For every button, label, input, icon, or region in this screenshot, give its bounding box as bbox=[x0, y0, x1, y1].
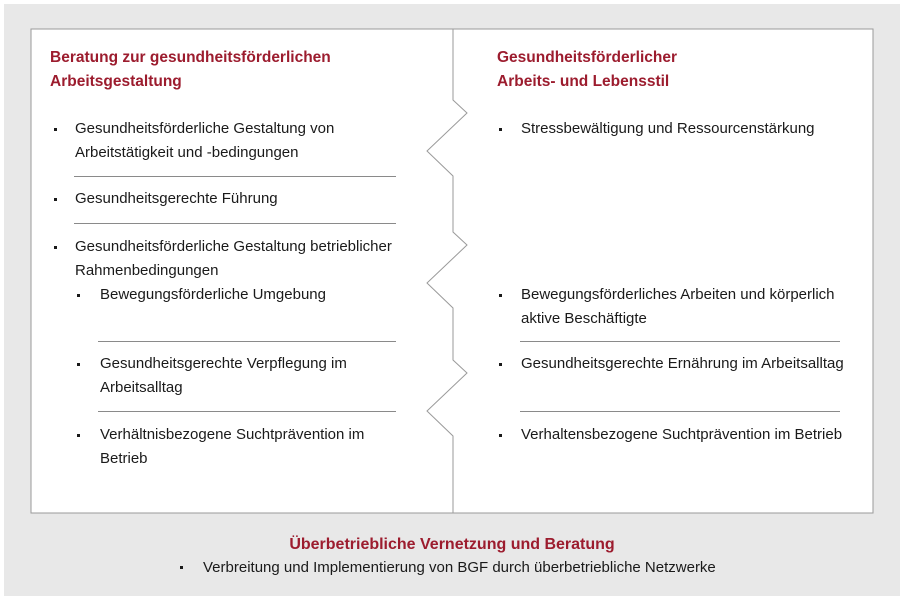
right-heading-line1: Gesundheitsförderlicher bbox=[497, 49, 678, 66]
footer-item: Verbreitung und Implementierung von BGF durch überbetriebliche Netzwerke bbox=[203, 559, 716, 576]
right-item-line1: Gesundheitsgerechte Ernährung im Arbeitsalltag bbox=[521, 355, 844, 372]
footer-title: Überbetriebliche Vernetzung und Beratung bbox=[289, 536, 615, 553]
separator-rule bbox=[520, 411, 840, 412]
right-item-stress bbox=[521, 117, 815, 141]
left-item-fuehrung bbox=[75, 187, 278, 211]
left-subitem-line1: Gesundheitsgerechte Verpflegung im bbox=[100, 355, 347, 372]
left-subitem-verpflegung bbox=[100, 352, 347, 400]
bullet-icon bbox=[54, 128, 57, 131]
right-item-line1: Verhaltensbezogene Suchtprävention im Betrieb bbox=[521, 426, 843, 443]
left-subitem-line1: Bewegungsförderliche Umgebung bbox=[100, 286, 326, 303]
right-item-bewegung bbox=[521, 283, 835, 331]
bullet-icon bbox=[180, 566, 183, 569]
left-subitem-line2: Arbeitsalltag bbox=[100, 379, 183, 396]
separator-rule bbox=[74, 223, 396, 224]
right-item-line1: Stressbewältigung und Ressourcenstärkung bbox=[521, 120, 815, 137]
right-item-ernaehrung bbox=[521, 352, 844, 376]
left-item-arbeitstaetigkeit bbox=[75, 117, 334, 165]
bullet-icon bbox=[499, 128, 502, 131]
right-item-line1: Bewegungsförderliches Arbeiten und körperlich bbox=[521, 286, 835, 303]
separator-rule bbox=[98, 341, 396, 342]
right-item-line2: aktive Beschäftigte bbox=[521, 310, 647, 327]
bullet-icon bbox=[77, 363, 80, 366]
bullet-icon bbox=[54, 198, 57, 201]
separator-rule bbox=[98, 411, 396, 412]
right-heading bbox=[497, 46, 677, 94]
left-subitem-line1: Verhältnisbezogene Suchtprävention im bbox=[100, 426, 365, 443]
bullet-icon bbox=[54, 246, 57, 249]
left-item-rahmenbedingungen bbox=[75, 235, 392, 283]
left-heading-line1: Beratung zur gesundheitsförderlichen bbox=[50, 49, 331, 66]
bullet-icon bbox=[77, 294, 80, 297]
left-item-line1: Gesundheitsgerechte Führung bbox=[75, 190, 278, 207]
bullet-icon bbox=[77, 434, 80, 437]
left-item-line2: Rahmenbedingungen bbox=[75, 262, 219, 279]
right-item-sucht bbox=[521, 423, 842, 447]
bullet-icon bbox=[499, 434, 502, 437]
left-subitem-suchtpraevention bbox=[100, 423, 364, 471]
bullet-icon bbox=[499, 363, 502, 366]
left-heading bbox=[50, 46, 331, 94]
separator-rule bbox=[520, 341, 840, 342]
left-subitem-line2: Betrieb bbox=[100, 450, 148, 467]
separator-rule bbox=[74, 176, 396, 177]
left-heading-line2: Arbeitsgestaltung bbox=[50, 73, 182, 90]
left-subitem-umgebung bbox=[100, 283, 326, 307]
left-item-line1: Gesundheitsförderliche Gestaltung betrieblicher bbox=[75, 238, 392, 255]
left-item-line2: Arbeitstätigkeit und -bedingungen bbox=[75, 144, 299, 161]
bullet-icon bbox=[499, 294, 502, 297]
right-heading-line2: Arbeits- und Lebensstil bbox=[497, 73, 670, 90]
left-item-line1: Gesundheitsförderliche Gestaltung von bbox=[75, 120, 335, 137]
